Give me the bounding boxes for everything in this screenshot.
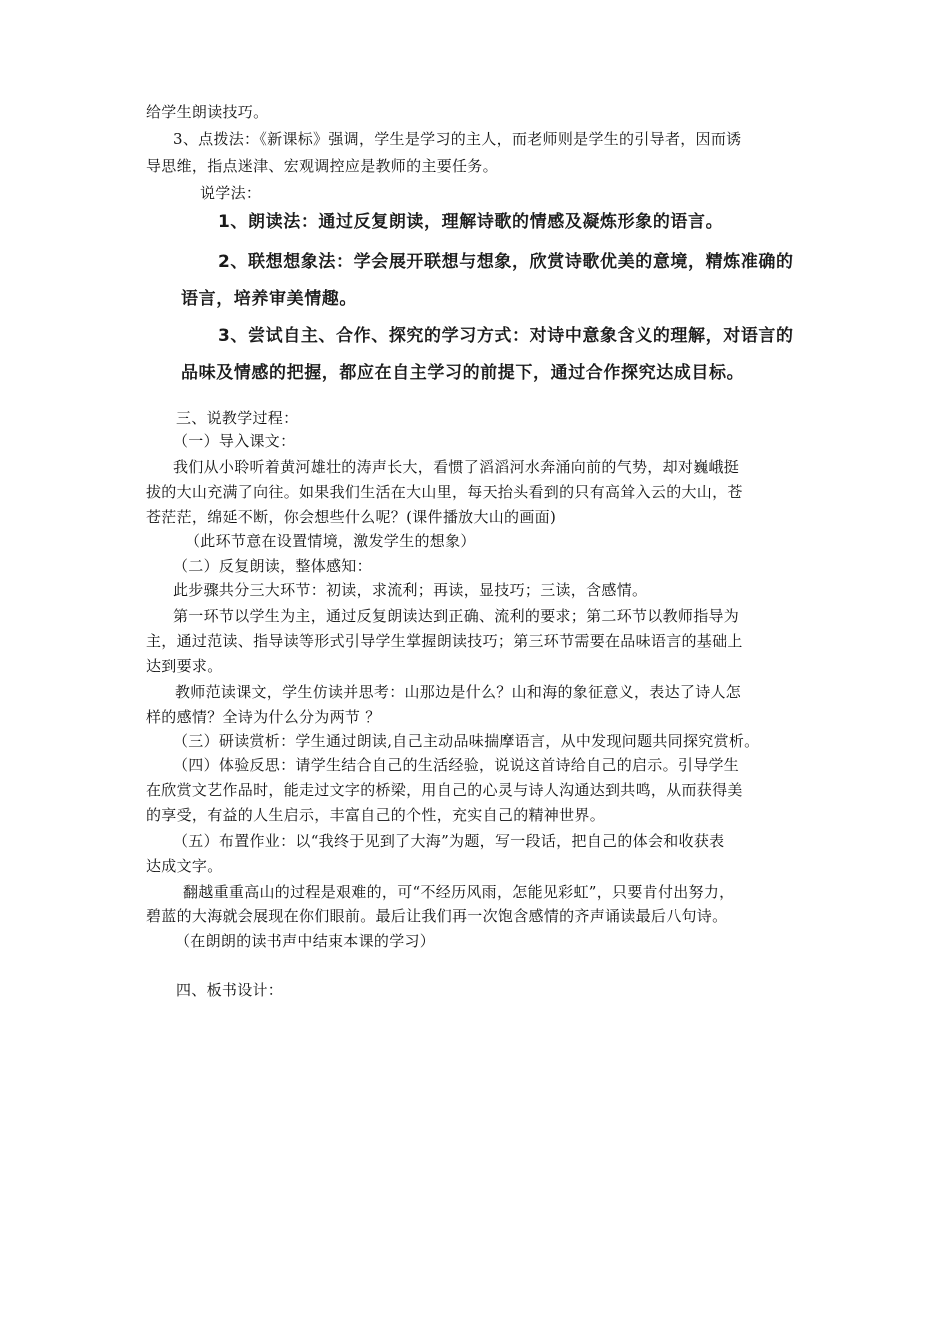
method-item-imagination: 2、联想想象法：学会展开联想与想象，欣赏诗歌优美的意境，精炼准确的 — [218, 252, 794, 272]
method-item-inquiry-cont: 品味及情感的把握，都应在自主学习的前提下，通过合作探究达成目标。 — [181, 363, 745, 383]
text-line: 翻越重重高山的过程是艰难的，可“不经历风雨，怎能见彩虹”，只要肯付出努力， — [183, 883, 735, 901]
subsection-heading: （一）导入课文： — [173, 432, 296, 450]
section-heading: 四、板书设计： — [176, 981, 284, 999]
text-line: 第一环节以学生为主，通过反复朗读达到正确、流利的要求；第二环节以教师指导为 — [173, 607, 740, 625]
method-item-imagination-cont: 语言，培养审美情趣。 — [181, 289, 357, 309]
text-line: （在朗朗的读书声中结束本课的学习） — [175, 932, 436, 950]
method-item-inquiry: 3、尝试自主、合作、探究的学习方式：对诗中意象含义的理解，对语言的 — [218, 326, 794, 346]
text-line: 主，通过范读、指导读等形式引导学生掌握朗读技巧；第三环节需要在品味语言的基础上 — [146, 632, 743, 650]
text-line: 导思维，指点迷津、宏观调控应是教师的主要任务。 — [146, 157, 498, 175]
section-subheading: 说学法： — [200, 184, 262, 202]
text-line: 样的感情？全诗为什么分为两节 ？ — [146, 708, 381, 726]
text-line: 在欣赏文艺作品时，能走过文字的桥梁，用自己的心灵与诗人沟通达到共鸣，从而获得美 — [146, 781, 743, 799]
text-line: 此步骤共分三大环节：初读，求流利；再读，显技巧；三读，含感情。 — [173, 581, 648, 599]
subsection-line: （四）体验反思：请学生结合自己的生活经验，说说这首诗给自己的启示。引导学生 — [173, 756, 740, 774]
text-line: （此环节意在设置情境，激发学生的想象） — [185, 532, 476, 550]
text-line: 碧蓝的大海就会展现在你们眼前。最后让我们再一次饱含感情的齐声诵读最后八句诗。 — [146, 907, 728, 925]
text-line: 我们从小聆听着黄河雄壮的涛声长大，看惯了滔滔河水奔涌向前的气势，却对巍峨挺 — [173, 458, 740, 476]
text-line: 3、点拨法：《新课标》强调，学生是学习的主人，而老师则是学生的引导者，因而诱 — [173, 130, 742, 148]
method-item-reading: 1、朗读法：通过反复朗读，理解诗歌的情感及凝炼形象的语言。 — [218, 212, 724, 232]
subsection-heading: （二）反复朗读，整体感知： — [173, 557, 372, 575]
text-line: 达到要求。 — [146, 657, 223, 675]
text-line: 的享受，有益的人生启示，丰富自己的个性，充实自己的精神世界。 — [146, 806, 606, 824]
section-heading: 三、说教学过程： — [176, 409, 299, 427]
text-line: 拔的大山充满了向往。如果我们生活在大山里，每天抬头看到的只有高耸入云的大山，苍 — [146, 483, 743, 501]
text-line: 给学生朗读技巧。 — [146, 103, 269, 121]
subsection-line: （三）研读赏析：学生通过朗读,自己主动品味揣摩语言，从中发现问题共同探究赏析。 — [173, 732, 760, 750]
text-line: 达成文字。 — [146, 857, 223, 875]
subsection-line: （五）布置作业：以“我终于见到了大海”为题，写一段话，把自己的体会和收获表 — [173, 832, 725, 850]
text-line: 教师范读课文，学生仿读并思考：山那边是什么？山和海的象征意义，表达了诗人怎 — [175, 683, 742, 701]
text-line: 苍茫茫，绵延不断，你会想些什么呢？(课件播放大山的画面) — [146, 508, 557, 526]
